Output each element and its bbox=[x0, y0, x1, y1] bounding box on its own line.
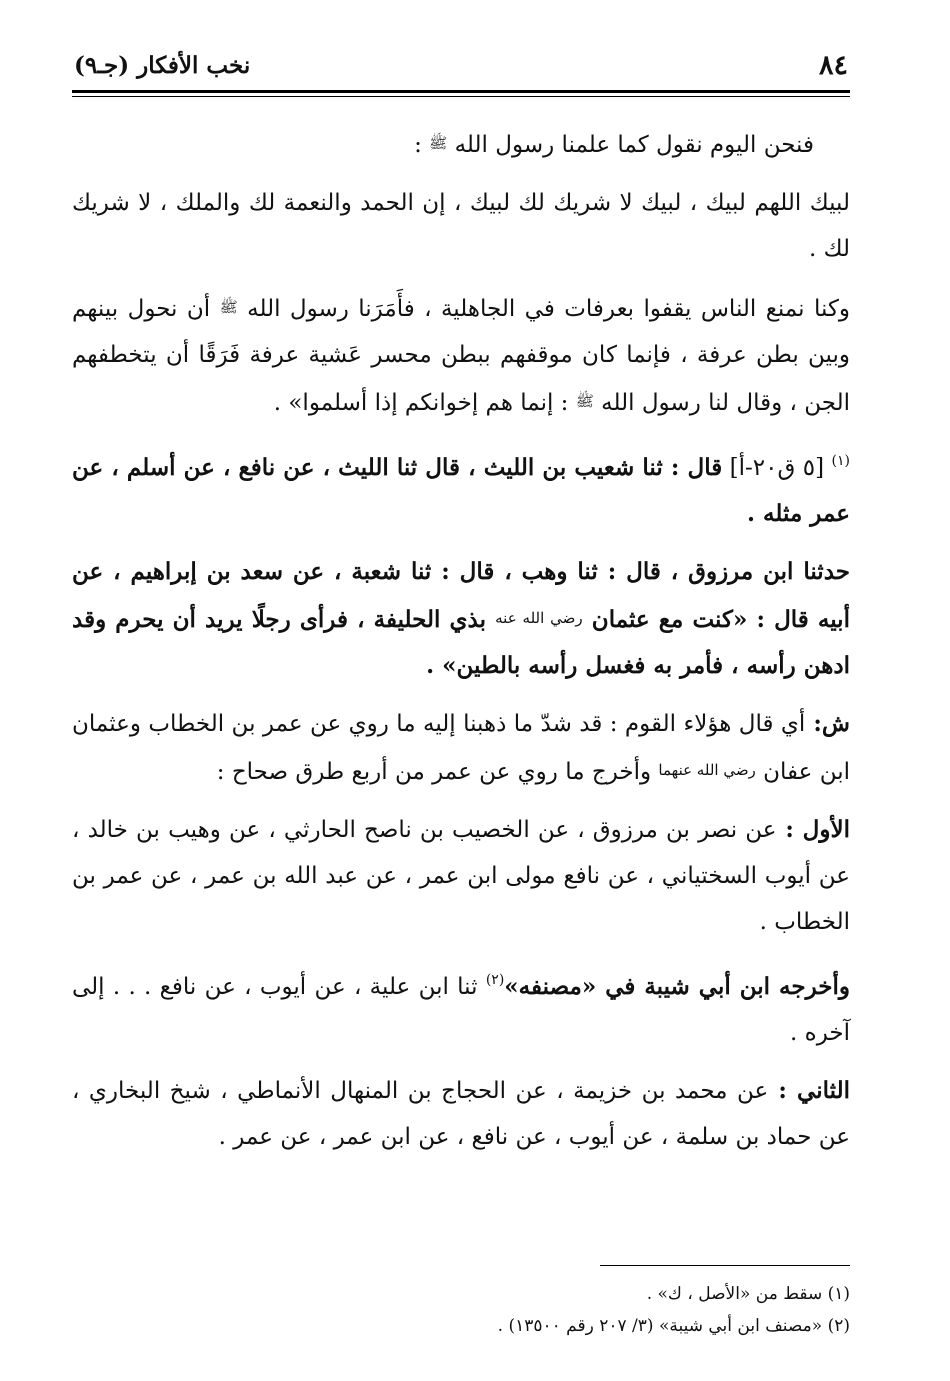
paragraph-1 bbox=[72, 120, 850, 168]
text-segment: لبيك اللهم لبيك ، لبيك لا شريك لك لبيك ، إن الحمد والنعمة لك والملك ، لا شريك لك . bbox=[72, 190, 850, 262]
footnote-marker: (٢) bbox=[485, 972, 505, 988]
honorific-glyph: رضي الله عنه bbox=[495, 609, 583, 627]
main-text bbox=[72, 120, 850, 1172]
text-segment: وكنا نمنع الناس يقفوا بعرفات في الجاهلية ، فأَمَرَنا رسول الله bbox=[237, 296, 850, 322]
bold-text: الثاني : bbox=[768, 1077, 850, 1104]
footnotes bbox=[72, 1278, 850, 1342]
honorific-glyph: ﷺ bbox=[219, 298, 238, 316]
text-segment: : إنما هم إخوانكم إذا أسلموا» . bbox=[273, 390, 576, 416]
bold-text: ش: bbox=[805, 710, 851, 737]
header-rule-thick bbox=[72, 90, 850, 93]
bold-text: قال : ثنا شعيب بن الليث ، قال ثنا الليث ، عن نافع ، عن أسلم ، عن عمر مثله . bbox=[72, 454, 850, 527]
book-title: نخب الأفكار (جـ٩) bbox=[74, 52, 251, 79]
bold-text: وأخرجه ابن أبي شيبة في «مصنفه» bbox=[504, 973, 850, 1000]
text-segment: ثنا ابن علية ، عن أيوب ، عن نافع . . . إلى آخره . bbox=[72, 974, 850, 1046]
paragraph-2 bbox=[72, 180, 850, 272]
paragraph-5 bbox=[72, 549, 850, 689]
text-segment: أي قال هؤلاء القوم : قد شدّ ما ذهبنا إليه ما روي عن عمر بن الخطاب وعثمان ابن عفان bbox=[72, 711, 850, 785]
text-segment: عن نصر بن مرزوق ، عن الخصيب بن ناصح الحارثي ، عن وهيب بن خالد ، عن أيوب السختياني ، عن نافع مولى ابن عمر ، عن عبد الله بن عمر ، عن عمر بن الخطاب . bbox=[72, 817, 850, 935]
honorific-glyph: ﷺ bbox=[429, 134, 448, 152]
footnote-2: (٢) «مصنف ابن أبي شيبة» (٣/ ٢٠٧ رقم ١٣٥٠٠) . bbox=[497, 1316, 850, 1336]
text-segment: عن محمد بن خزيمة ، عن الحجاج بن المنهال الأنماطي ، شيخ البخاري ، عن حماد بن سلمة ، عن أيوب ، عن نافع ، عن ابن عمر ، عن عمر . bbox=[72, 1078, 850, 1150]
honorific-glyph: ﷺ bbox=[575, 392, 594, 410]
paragraph-3 bbox=[72, 284, 850, 426]
text-segment: وأخرج ما روي عن عمر من أربع طرق صحاح : bbox=[216, 759, 659, 785]
paragraph-8 bbox=[72, 957, 850, 1056]
page-header bbox=[72, 48, 850, 94]
bold-text: حدثنا ابن مرزوق ، قال : ثنا وهب ، قال : ثنا شعبة ، عن سعد بن إبراهيم ، عن أبيه قال : «كنت مع عثمان bbox=[72, 558, 850, 633]
paragraph-4 bbox=[72, 438, 850, 537]
text-segment: فنحن اليوم نقول كما علمنا رسول الله bbox=[447, 132, 814, 158]
page-number: ٨٤ bbox=[818, 50, 848, 81]
header-rule-thin bbox=[72, 96, 850, 97]
footnote-separator bbox=[600, 1265, 850, 1266]
text-segment: أن نحول بينهم وبين بطن عرفة ، فإنما كان موقفهم ببطن محسر عَشية عرفة فَرَقًا أن يتخطفهم الجن ، وقال لنا رسول الله bbox=[72, 296, 850, 416]
honorific-glyph: رضي الله عنهما bbox=[658, 761, 756, 779]
footnote-1: (١) سقط من «الأصل ، ك» . bbox=[646, 1284, 850, 1304]
bold-text: بذي الحليفة ، فرأى رجلًا يريد أن يحرم وقد ادهن رأسه ، فأمر به فغسل رأسه بالطين» . bbox=[72, 606, 850, 679]
bold-text: الأول : bbox=[776, 816, 850, 843]
text-segment: : bbox=[414, 132, 430, 158]
paragraph-7 bbox=[72, 807, 850, 945]
footnote-marker: (١) bbox=[831, 453, 850, 469]
paragraph-6 bbox=[72, 701, 850, 795]
book-page bbox=[72, 48, 850, 1348]
text-segment: [٥ ق٢٠-أ] bbox=[722, 455, 832, 481]
paragraph-9 bbox=[72, 1068, 850, 1160]
